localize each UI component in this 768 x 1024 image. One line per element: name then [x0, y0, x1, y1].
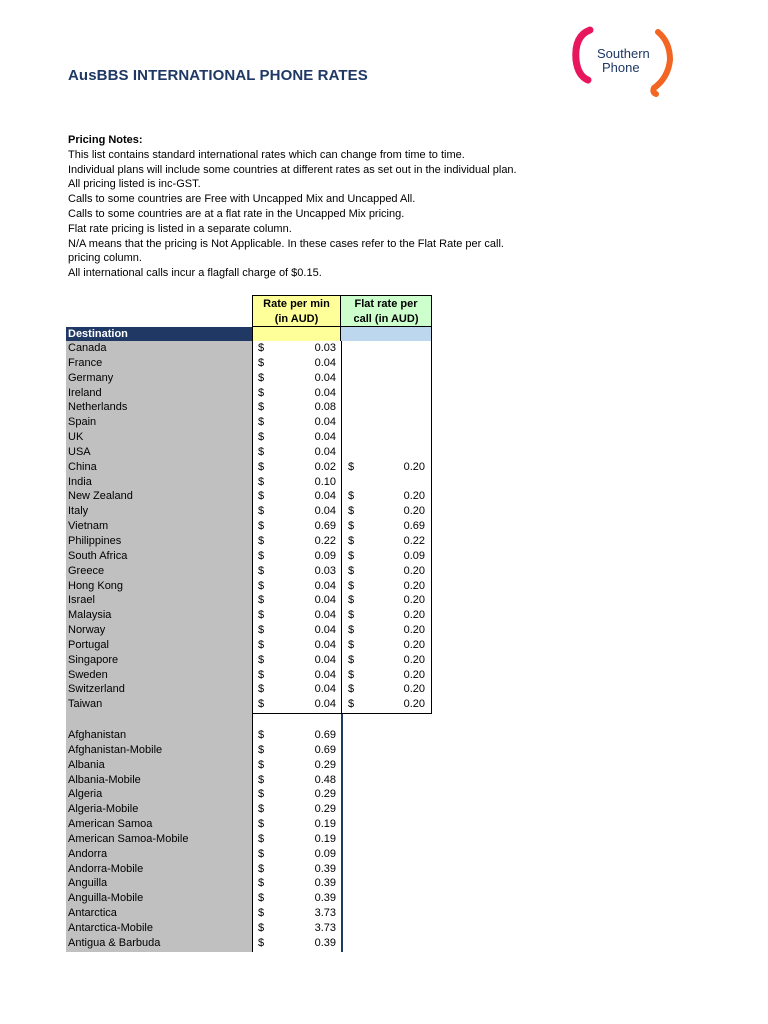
rate-currency: $	[258, 564, 265, 577]
table-row	[66, 356, 436, 371]
rate-value: 0.69	[314, 743, 336, 756]
destination-cell: Sweden	[68, 668, 108, 681]
rate-value: 0.04	[314, 371, 336, 384]
destination-cell: UK	[68, 431, 84, 444]
table-row	[66, 787, 436, 802]
table-row	[66, 519, 436, 534]
table-row	[66, 534, 436, 549]
rate-value: 0.04	[314, 624, 336, 637]
flat-currency: $	[348, 638, 355, 651]
destination-cell: Afghanistan-Mobile	[68, 743, 163, 756]
rate-value: 0.04	[314, 698, 336, 711]
destination-cell: Spain	[68, 416, 97, 429]
flat-currency: $	[348, 490, 355, 503]
destination-cell: Singapore	[68, 653, 119, 666]
destination-cell: Israel	[68, 594, 95, 607]
rate-value: 0.04	[314, 683, 336, 696]
flat-currency: $	[348, 668, 355, 681]
rate-currency: $	[258, 729, 265, 741]
flat-currency: $	[348, 564, 355, 577]
table-row	[66, 341, 436, 356]
flat-value: 0.20	[403, 579, 425, 592]
rate-currency: $	[258, 342, 265, 354]
rate-currency: $	[258, 624, 265, 637]
flat-header-band	[341, 327, 432, 341]
destination-cell: Algeria	[68, 788, 103, 801]
rate-currency: $	[258, 803, 265, 816]
flat-value: 0.22	[403, 534, 425, 547]
flat-value: 0.20	[403, 668, 425, 681]
destination-cell: Andorra	[68, 847, 108, 860]
rate-value: 0.39	[314, 892, 336, 905]
table-row	[66, 549, 436, 564]
rate-value: 0.04	[314, 653, 336, 666]
table-row	[66, 891, 436, 906]
flat-currency: $	[348, 579, 355, 592]
rate-currency: $	[258, 698, 265, 711]
table-row	[66, 653, 436, 668]
destination-cell: American Samoa	[68, 818, 153, 831]
note-line: All pricing listed is inc-GST.	[68, 178, 201, 191]
southern-phone-logo	[566, 24, 686, 98]
table-row	[66, 862, 436, 877]
table-row	[66, 847, 436, 862]
destination-cell: India	[68, 475, 92, 488]
rate-currency: $	[258, 758, 265, 771]
rate-currency: $	[258, 877, 265, 890]
rate-currency: $	[258, 460, 265, 473]
rate-value: 0.22	[314, 534, 336, 547]
flat-currency: $	[348, 534, 355, 547]
rate-currency: $	[258, 371, 265, 384]
note-line: This list contains standard international rates which can change from time to time.	[68, 148, 465, 161]
table-row	[66, 802, 436, 817]
destination-cell: Antarctica-Mobile	[68, 921, 153, 934]
flat-value: 0.69	[403, 520, 425, 533]
destination-header: Destination	[66, 327, 252, 341]
rate-currency: $	[258, 534, 265, 547]
flat-value: 0.20	[403, 609, 425, 622]
rate-currency: $	[258, 416, 265, 429]
table-row	[66, 623, 436, 638]
destination-cell: Anguilla	[68, 877, 108, 890]
rate-value: 0.04	[314, 445, 336, 458]
flat-header-line1: Flat rate per	[354, 298, 418, 310]
table-row	[66, 460, 436, 475]
table-row	[66, 608, 436, 623]
rate-currency: $	[258, 638, 265, 651]
table-row	[66, 697, 436, 712]
table-row	[66, 638, 436, 653]
pricing-notes	[68, 133, 517, 281]
destination-cell: South Africa	[68, 549, 128, 562]
flat-value: 0.20	[403, 564, 425, 577]
table-row	[66, 728, 436, 743]
destination-cell: New Zealand	[68, 490, 133, 503]
rates-table-group2	[66, 728, 436, 951]
table-row	[66, 817, 436, 832]
rate-value: 0.04	[314, 638, 336, 651]
flat-currency: $	[348, 505, 355, 518]
table-row	[66, 876, 436, 891]
flat-value: 0.20	[403, 505, 425, 518]
rate-currency: $	[258, 549, 265, 562]
flat-value: 0.20	[403, 653, 425, 666]
rate-value: 0.03	[314, 564, 336, 577]
table-row	[66, 371, 436, 386]
rate-value: 0.04	[314, 386, 336, 399]
destination-cell: Ireland	[68, 386, 102, 399]
rate-currency: $	[258, 907, 265, 920]
rate-value: 0.04	[314, 490, 336, 503]
flat-currency: $	[348, 653, 355, 666]
destination-cell: Hong Kong	[68, 579, 124, 592]
destination-cell: USA	[68, 445, 91, 458]
flat-value: 0.20	[403, 698, 425, 711]
table-row	[66, 682, 436, 697]
rate-header-line2: (in AUD)	[274, 313, 319, 325]
flat-currency: $	[348, 698, 355, 711]
table-row	[66, 400, 436, 415]
rate-value: 0.19	[314, 832, 336, 845]
destination-cell: Anguilla-Mobile	[68, 892, 144, 905]
page-title: AusBBS INTERNATIONAL PHONE RATES	[68, 67, 368, 84]
rate-currency: $	[258, 743, 265, 756]
note-line: All international calls incur a flagfall charge of $0.15.	[68, 267, 322, 280]
rate-value: 0.02	[314, 460, 336, 473]
table-row	[66, 430, 436, 445]
rate-currency: $	[258, 356, 265, 369]
destination-cell: Taiwan	[68, 698, 103, 711]
table-row	[66, 489, 436, 504]
rate-currency: $	[258, 475, 265, 488]
rate-value: 0.04	[314, 416, 336, 429]
destination-cell: Albania	[68, 758, 105, 771]
rate-currency: $	[258, 490, 265, 503]
flat-value: 0.20	[403, 638, 425, 651]
rate-value: 0.09	[314, 549, 336, 562]
rate-currency: $	[258, 609, 265, 622]
table-row	[66, 504, 436, 519]
rate-currency: $	[258, 520, 265, 533]
destination-cell: Germany	[68, 371, 114, 384]
rate-currency: $	[258, 683, 265, 696]
table-row	[66, 773, 436, 788]
table-row	[66, 564, 436, 579]
flat-currency: $	[348, 624, 355, 637]
rate-value: 0.10	[314, 475, 336, 488]
flat-currency: $	[348, 520, 355, 533]
rate-value: 0.29	[314, 803, 336, 816]
destination-cell: Switzerland	[68, 683, 125, 696]
destination-cell: Greece	[68, 564, 105, 577]
rate-currency: $	[258, 431, 265, 444]
flat-rate-header	[341, 295, 432, 327]
destination-cell: France	[68, 356, 103, 369]
rate-per-min-header	[252, 295, 341, 327]
logo-text-line2: Phone	[602, 60, 640, 75]
rate-value: 0.19	[314, 818, 336, 831]
rate-currency: $	[258, 818, 265, 831]
flat-value: 0.20	[403, 594, 425, 607]
rate-value: 0.08	[314, 401, 336, 414]
flat-value: 0.09	[403, 549, 425, 562]
flat-currency: $	[348, 549, 355, 562]
rate-value: 0.04	[314, 579, 336, 592]
rate-currency: $	[258, 386, 265, 399]
rate-value: 0.04	[314, 431, 336, 444]
destination-cell: Antigua & Barbuda	[68, 936, 161, 949]
rate-value: 0.04	[314, 668, 336, 681]
rate-currency: $	[258, 862, 265, 875]
rate-value: 0.04	[314, 609, 336, 622]
rate-value: 0.04	[314, 505, 336, 518]
destination-cell: Afghanistan	[68, 729, 127, 741]
note-line: Individual plans will include some countries at different rates as set out in the individual plan.	[68, 163, 517, 176]
table-row	[66, 906, 436, 921]
table-row	[66, 936, 436, 951]
rate-value: 0.04	[314, 594, 336, 607]
rate-currency: $	[258, 921, 265, 934]
destination-cell: Canada	[68, 342, 107, 354]
notes-heading: Pricing Notes:	[68, 134, 143, 146]
rate-currency: $	[258, 668, 265, 681]
note-line: Calls to some countries are Free with Uncapped Mix and Uncapped All.	[68, 193, 416, 206]
rate-value: 0.29	[314, 788, 336, 801]
table-row	[66, 668, 436, 683]
flat-value: 0.20	[403, 683, 425, 696]
destination-cell: Italy	[68, 505, 89, 518]
rate-currency: $	[258, 773, 265, 786]
table-row	[66, 579, 436, 594]
rate-currency: $	[258, 445, 265, 458]
table-row	[66, 415, 436, 430]
destination-cell: Netherlands	[68, 401, 128, 414]
destination-cell: Philippines	[68, 534, 122, 547]
flat-currency: $	[348, 460, 355, 473]
flat-currency: $	[348, 683, 355, 696]
rate-value: 3.73	[314, 907, 336, 920]
table-row	[66, 743, 436, 758]
rate-value: 0.09	[314, 847, 336, 860]
destination-cell: Algeria-Mobile	[68, 803, 139, 816]
note-line: Calls to some countries are at a flat rate in the Uncapped Mix pricing.	[68, 207, 405, 220]
destination-cell: Malaysia	[68, 609, 112, 622]
flat-header-line2: call (in AUD)	[353, 313, 419, 325]
rate-value: 0.03	[314, 342, 336, 354]
table-row	[66, 445, 436, 460]
destination-cell: China	[68, 460, 97, 473]
rate-currency: $	[258, 832, 265, 845]
note-line: pricing column.	[68, 252, 142, 265]
rate-value: 0.48	[314, 773, 336, 786]
destination-cell: Portugal	[68, 638, 109, 651]
flat-value: 0.20	[403, 460, 425, 473]
rate-value: 3.73	[314, 921, 336, 934]
destination-cell: Norway	[68, 624, 106, 637]
destination-cell: Vietnam	[68, 520, 109, 533]
rate-value: 0.39	[314, 877, 336, 890]
table-row	[66, 832, 436, 847]
rate-currency: $	[258, 847, 265, 860]
rate-currency: $	[258, 594, 265, 607]
flat-value: 0.20	[403, 624, 425, 637]
rate-value: 0.39	[314, 862, 336, 875]
destination-cell: Antarctica	[68, 907, 117, 920]
rate-currency: $	[258, 579, 265, 592]
rate-value: 0.69	[314, 729, 336, 741]
rate-currency: $	[258, 401, 265, 414]
flat-currency: $	[348, 609, 355, 622]
table-row	[66, 921, 436, 936]
rate-currency: $	[258, 505, 265, 518]
rate-currency: $	[258, 892, 265, 905]
rate-header-band	[252, 327, 341, 341]
note-line: Flat rate pricing is listed in a separate column.	[68, 222, 292, 235]
logo-text-line1: Southern	[597, 46, 650, 61]
flat-currency: $	[348, 594, 355, 607]
table-row	[66, 758, 436, 773]
destination-cell: Andorra-Mobile	[68, 862, 144, 875]
rate-value: 0.29	[314, 758, 336, 771]
destination-cell: Albania-Mobile	[68, 773, 141, 786]
table-row	[66, 475, 436, 490]
table-row	[66, 593, 436, 608]
rate-value: 0.69	[314, 520, 336, 533]
note-line: N/A means that the pricing is Not Applicable. In these cases refer to the Flat Rate per call.	[68, 237, 504, 250]
rate-header-line1: Rate per min	[263, 298, 330, 310]
table-row	[66, 386, 436, 401]
rate-currency: $	[258, 788, 265, 801]
flat-value: 0.20	[403, 490, 425, 503]
rate-value: 0.39	[314, 936, 336, 949]
rate-currency: $	[258, 653, 265, 666]
rates-table-group1	[66, 341, 436, 712]
rate-currency: $	[258, 936, 265, 949]
destination-cell: American Samoa-Mobile	[68, 832, 189, 845]
rate-value: 0.04	[314, 356, 336, 369]
